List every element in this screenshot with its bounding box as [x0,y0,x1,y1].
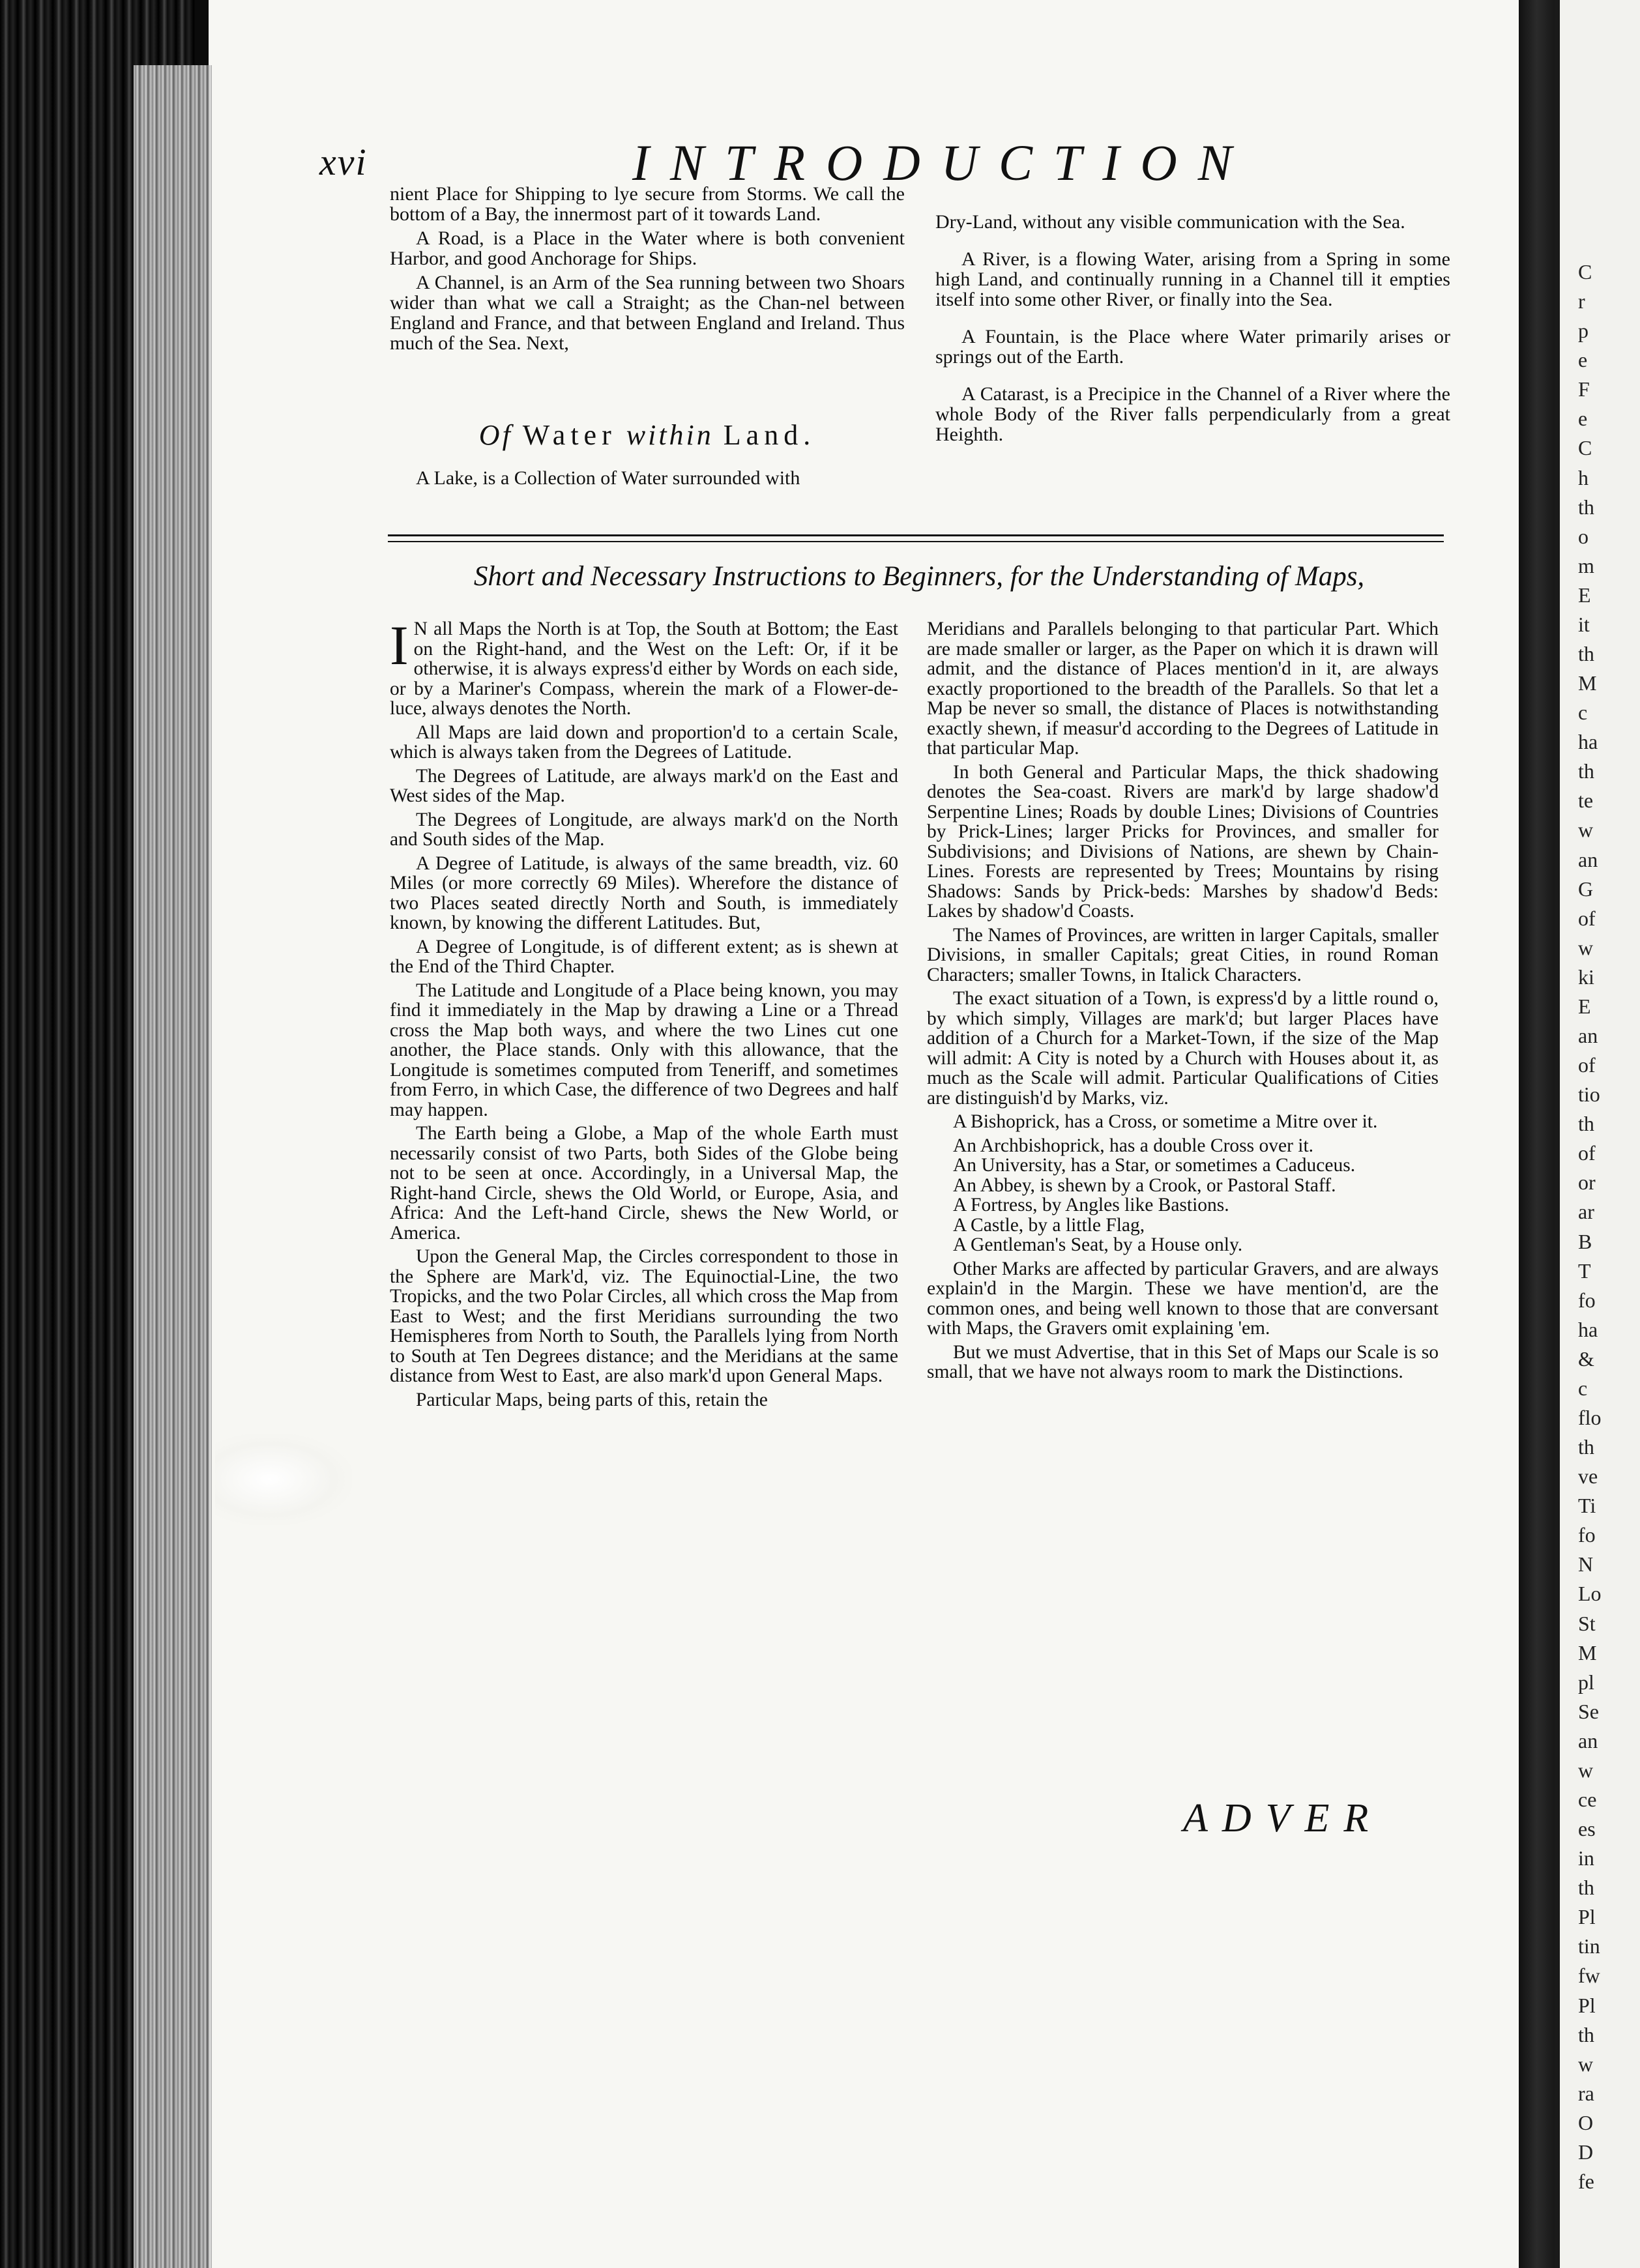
paragraph: The Latitude and Longitude of a Place being known, you may find it immediately in the Map by drawing a Line or a Thread cross the Map both ways, and where the two Lines cut one another, the Place stands. Only with this allowance, that the Longitude is sometimes computed from Teneriff, and sometimes from Ferro, in which Case, the difference of two Degrees and half may happen. [390,980,898,1120]
next-page-text-fragment: w [1578,2052,1594,2076]
next-page-text-fragment: th [1578,2023,1594,2046]
paragraph: All Maps are laid down and proportion'd to a certain Scale, which is always taken from the Degrees of Latitude. [390,721,898,763]
next-page-text-fragment: c [1578,701,1588,724]
next-page-text-fragment: m [1578,554,1594,577]
paragraph: A Catarast, is a Precipice in the Channel of a River where the whole Body of the River falls perpendicularly from a great Heighth. [935,383,1450,445]
paragraph: A River, is a flowing Water, arising from a Spring in some high Land, and continually running in a Channel till it empties itself into some other River, or finally into the Sea. [935,248,1450,310]
next-page-text-fragment: p [1578,319,1589,342]
next-page-text-fragment: F [1578,377,1590,401]
next-page-text-fragment: es [1578,1817,1596,1840]
section-heading [390,418,905,452]
next-page-text-fragment: th [1578,642,1594,665]
next-page-text-fragment: r [1578,289,1585,313]
top-left-after [390,468,905,492]
page-edges [134,65,212,2268]
next-page-text-fragment: an [1578,1024,1598,1047]
paragraph: A Fortress, by Angles like Bastions. [953,1195,1229,1215]
next-page-text-fragment: an [1578,1729,1598,1752]
next-page-text-fragment: of [1578,907,1596,930]
running-head: INTRODUCTION [632,134,1253,191]
next-page-text-fragment: ve [1578,1464,1598,1488]
next-page-text-fragment: e [1578,407,1588,430]
next-page-text-fragment: or [1578,1170,1596,1194]
paragraph: Other Marks are affected by particular Gravers, and are always explain'd in the Margin. These we have mention'd, are the common ones, and being well known to those that are conversant with Maps, the Gravers omit explaining 'em. [927,1258,1439,1339]
next-page-text-fragment: th [1578,759,1594,783]
next-page-text-fragment: w [1578,1758,1594,1782]
next-page-text-fragment: e [1578,348,1588,371]
paragraph: Particular Maps, being parts of this, retain the [416,1389,768,1410]
paragraph: Upon the General Map, the Circles correspondent to those in the Sphere are Mark'd, viz. The Equinoctial-Line, the two Tropicks, and the two Polar Circles, all which cross the Map from East to West; and the first Meridians surrounding the two Hemispheres from North to South, the Parallels lying from North to South at Ten Degrees distance; and the Meridians at the same distance from West to East, are also mark'd upon General Maps. [390,1246,898,1386]
top-right-column [935,212,1450,448]
next-page-text-fragment: th [1578,1112,1594,1135]
next-page-text-fragment: c [1578,1376,1588,1400]
heading-of: Of [478,419,513,451]
next-page-text-fragment: C [1578,260,1592,284]
next-page-text-fragment: ha [1578,730,1598,753]
next-page-text-fragment: M [1578,1641,1597,1665]
paragraph: A Gentleman's Seat, by a House only. [953,1234,1243,1255]
next-page-text-fragment: Se [1578,1700,1599,1723]
next-page-text-fragment: o [1578,525,1589,548]
next-page-text-fragment: E [1578,583,1591,607]
top-left-column [390,184,905,357]
paragraph: Meridians and Parallels belonging to that particular Part. Which are made smaller or larger, as the Paper on which it is drawn will admit, and the distance of Places mention'd in it, are always exactly proportioned to the breadth of the Parallels. So that let a Map be never so small, the distance of Places is notwithstanding exactly shewn, if measur'd according to the Degrees of Latitude in that particular Map. [927,618,1439,759]
paragraph: An University, has a Star, or sometimes a Caduceus. [953,1155,1356,1176]
next-page-text-fragment: ra [1578,2082,1594,2105]
next-page-text-fragment: ki [1578,965,1594,989]
next-page-text-fragment: ar [1578,1200,1594,1223]
paragraph [390,614,898,719]
next-page-text-fragment: an [1578,848,1598,871]
next-page-text-fragment: Ti [1578,1494,1596,1517]
next-page-text-fragment: pl [1578,1670,1594,1694]
next-page-text-fragment: of [1578,1053,1596,1077]
next-page-text-fragment: O [1578,2111,1594,2134]
page-number: xvi [319,141,368,183]
paragraph: The Degrees of Latitude, are always mark'd on the East and West sides of the Map. [390,765,898,806]
next-page-text-fragment: B [1578,1230,1592,1253]
next-page-text-fragment: St [1578,1612,1596,1635]
next-page-text-fragment: tio [1578,1083,1600,1106]
paragraph: A Road, is a Place in the Water where is both convenient Harbor, and good Anchorage for Ships. [390,227,905,269]
next-page-text-fragment: te [1578,789,1594,812]
drop-cap: I [390,614,409,676]
heading-within: within [626,419,714,451]
next-page-text-fragment: ce [1578,1788,1597,1811]
body-right-column [927,619,1439,1386]
paragraph: A Channel, is an Arm of the Sea running between two Shoars wider than what we call a Straight; as the Chan-nel between England and France, and that between England and Ireland. Thus much of the Sea. Next, [390,272,905,354]
paragraph: A Degree of Longitude, is of different extent; as is shewn at the End of the Third Chapter. [390,936,898,977]
paragraph: A Lake, is a Collection of Water surrounded with [416,467,800,489]
next-page-text-fragment: N [1578,1552,1594,1576]
paragraph-text: N all Maps the North is at Top, the South at Bottom; the East on the Right-hand, and the West on the Left: Or, if it be otherwise, it is always express'd either by Words on each side, or by a Mariner's Compass, wherein the mark of a Flower-de-luce, always denotes the North. [390,618,898,719]
next-page-text-fragment: T [1578,1259,1591,1283]
paragraph: The Earth being a Globe, a Map of the whole Earth must necessarily consist of two Parts, both Sides of the Globe being not to be seen at once. Accordingly, in a Universal Map, the Right-hand Circle, shews the Old World, or Europe, Asia, and Africa: And the Left-hand Circle, shews the New World, or America. [390,1123,898,1243]
sub-heading: Short and Necessary Instructions to Beginners, for the Understanding of Maps, [473,561,1365,592]
next-page-text-fragment: D [1578,2140,1594,2164]
paragraph: But we must Advertise, that in this Set of Maps our Scale is so small, that we have not always room to mark the Distinctions. [927,1341,1439,1382]
next-page-text-fragment: C [1578,436,1592,459]
paragraph: An Archbishoprick, has a double Cross over it. [953,1135,1314,1156]
paragraph: The exact situation of a Town, is express'd by a little round o, by which simply, Villages are mark'd; but larger Places have addition of a Church for a Market-Town, if the size of the Map will admit: A City is noted by a Church with Houses about it, as much as the Scale will admit. Particular Qualifications of Cities are distinguish'd by Marks, viz. [927,988,1439,1109]
heading-land: Land. [723,419,816,451]
next-page-text-fragment: flo [1578,1406,1602,1429]
next-page-text-fragment: it [1578,613,1590,636]
paragraph: A Degree of Latitude, is always of the same breadth, viz. 60 Miles (or more correctly 69 Miles). Wherefore the distance of two Places seated directly North and South, is immediately known, by knowing the different Latitudes. But, [390,852,898,933]
paragraph: An Abbey, is shewn by a Crook, or Pastoral Staff. [953,1174,1336,1196]
next-page-text-fragment: th [1578,495,1594,519]
paragraph: In both General and Particular Maps, the thick shadowing denotes the Sea-coast. Rivers are mark'd by large shadow'd Serpentine Lines; Roads by double Lines; Divisions of Countries by Prick-Lines; larger Pricks for Provinces, and smaller for Subdivisions; and Divisions of Nations, are shewn by Chain-Lines. Forests are represented by Trees; Mountains by rising Shadows: Sands by Prick-beds: Marshes by shadow'd Beds: Lakes by shadow'd Coasts. [927,761,1439,922]
next-page-text-fragment: G [1578,877,1594,901]
paragraph: A Bishoprick, has a Cross, or sometime a Mitre over it. [953,1111,1378,1132]
paragraph: Dry-Land, without any visible communication with the Sea. [935,211,1405,233]
next-page-fragment [1555,0,1640,2268]
next-page-text-fragment: Pl [1578,1905,1596,1928]
paragraph: A Fountain, is the Place where Water primarily arises or springs out of the Earth. [935,326,1450,368]
next-page-text-fragment: in [1578,1846,1594,1870]
next-page-text-fragment: tin [1578,1934,1600,1958]
next-page-text-fragment: h [1578,466,1589,489]
paragraph: The Degrees of Longitude, are always mark'd on the North and South sides of the Map. [390,809,898,850]
next-page-text-fragment: th [1578,1435,1594,1459]
next-page-text-fragment: ha [1578,1318,1598,1341]
heading-water: Water [522,419,617,451]
paragraph: A Castle, by a little Flag, [953,1214,1145,1236]
next-page-text-fragment: Lo [1578,1582,1602,1605]
next-page-text-fragment: w [1578,818,1594,841]
divider-rule [388,534,1444,542]
next-page-text-fragment: th [1578,1876,1594,1899]
paragraph: The Names of Provinces, are written in larger Capitals, smaller Divisions, in smaller Capitals; great Cities, in round Roman Characters; smaller Towns, in Italick Characters. [927,924,1439,985]
next-page-text-fragment: fe [1578,2170,1594,2193]
paragraph: nient Place for Shipping to lye secure from Storms. We call the bottom of a Bay, the innermost part of it towards Land. [390,183,905,225]
next-page-text-fragment: & [1578,1347,1594,1371]
next-page-text-fragment: fo [1578,1523,1596,1547]
paper-damage [215,1434,352,1525]
next-page-text-fragment: of [1578,1141,1596,1165]
next-page-text-fragment: fw [1578,1964,1600,1987]
next-page-text-fragment: fo [1578,1288,1596,1312]
body-left-column [390,614,898,1414]
next-page-text-fragment: w [1578,936,1594,959]
next-page-text-fragment: E [1578,995,1591,1018]
catchword: ADVER [1183,1796,1383,1840]
next-page-text-fragment: M [1578,671,1597,695]
next-page-text-fragment: Pl [1578,1994,1596,2017]
